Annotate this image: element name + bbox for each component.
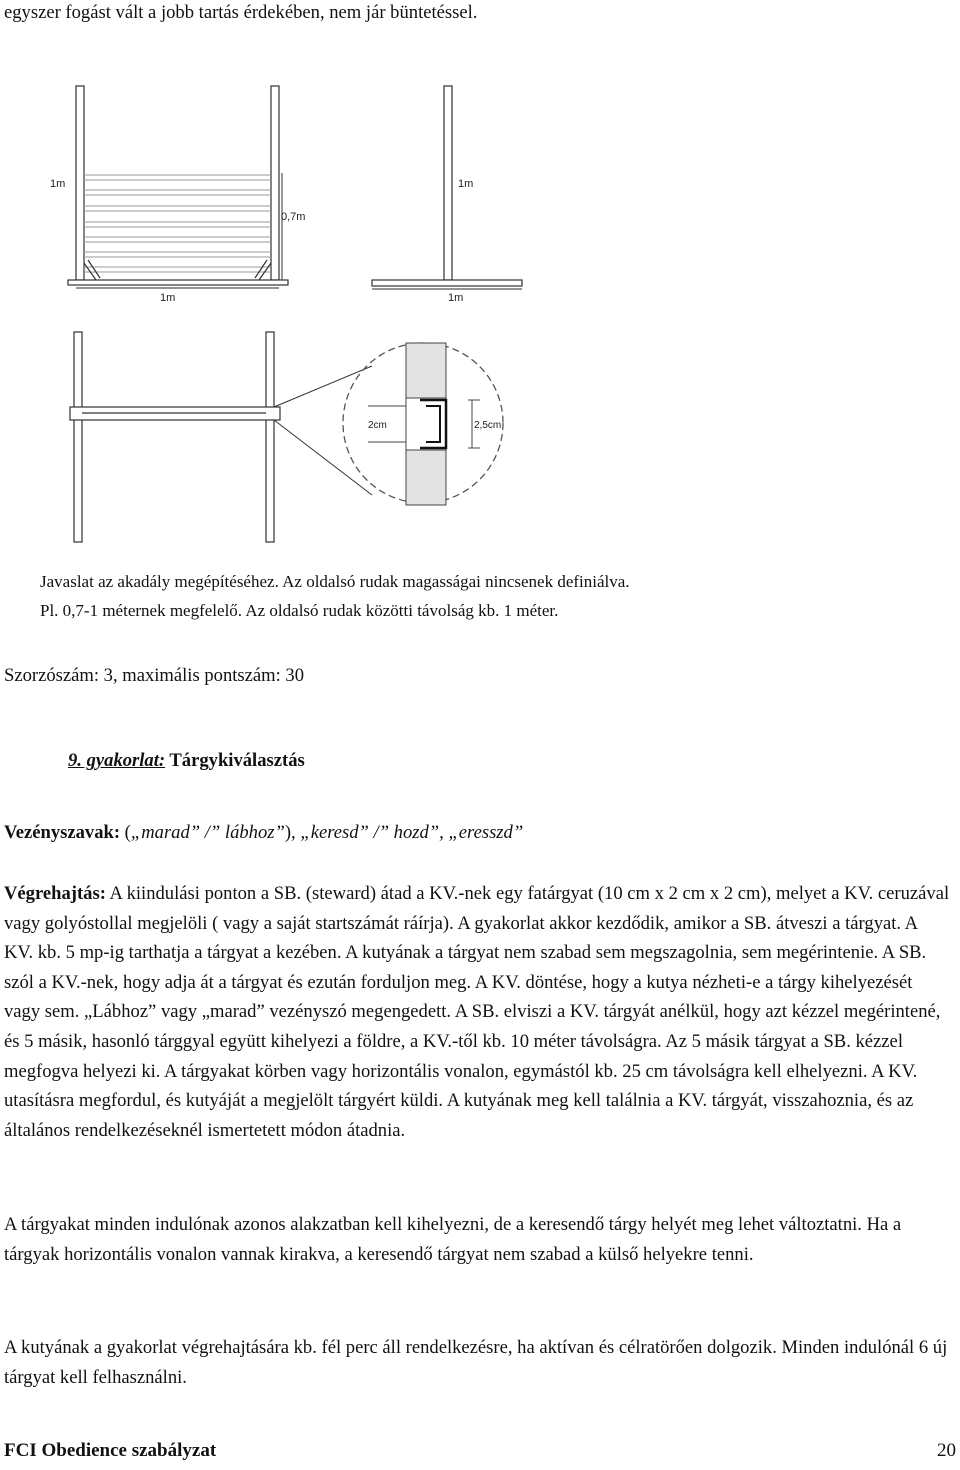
commands-open: ( [120,822,131,843]
page-number: 20 [937,1440,956,1461]
post-base-label: 1m [448,292,464,304]
frame-top-view [70,332,280,542]
commands-stay: „marad” /” lábhoz” [130,822,285,843]
commands-line [4,822,523,844]
execution-paragraph [4,879,950,1145]
exercise-heading [68,750,305,772]
commands-sep: ), [284,822,301,843]
left-side-label: 0,7m [281,211,306,223]
detail-slot-label: 2cm [368,420,387,431]
footer-title: FCI Obedience szabályzat [4,1440,217,1461]
multiplier-line: Szorzószám: 3, maximális pontszám: 30 [4,665,305,686]
post-side-view [372,86,522,289]
top-text-line: egyszer fogást vált a jobb tartás érdekében, nem jár büntetéssel. [4,2,478,23]
time-paragraph: A kutyának a gyakorlat végrehajtására kb. fél perc áll rendelkezésre, ha aktívan és célratörően dolgozik. Minden indulónál 6 új tárgyat kell felhasználni. [4,1337,948,1388]
obstacle-diagram [0,70,960,550]
left-height-label: 1m [50,178,66,190]
frame-front-view [68,86,288,288]
execution-label: Végrehajtás: [4,883,106,904]
zoom-lines [274,366,372,495]
figure-caption-line-1: Javaslat az akadály megépítéséhez. Az oldalsó rudak magasságai nincsenek definiálva. [40,572,630,591]
figure-caption-line-2: Pl. 0,7-1 méternek megfelelő. Az oldalsó rudak közötti távolság kb. 1 méter. [40,601,559,620]
placement-paragraph: A tárgyakat minden indulónak azonos alakzatban kell kihelyezni, de a keresendő tárgy helyét meg lehet változtatni. Ha a tárgyak horizontális vonalon vannak kirakva, a keresendő tárgyat nem szabad a külső helyekre tenni. [4,1214,902,1265]
exercise-title: Tárgykiválasztás [165,750,305,771]
detail-depth-label: 2,5cm [474,420,502,431]
execution-text: A kiindulási ponton a SB. (steward) átad a KV.-nek egy fatárgyat (10 cm x 2 cm x 2 cm), melyet a KV. ceruzával vagy golyóstollal megjelöli ( vagy a saját startszámát ráírja). A gyakorlat akkor kezdődik, amikor a SB. átveszi a tárgyat. A KV. kb. 5 mp-ig tarthatja a tárgyat a kezében. A kutyának a tárgyat nem szabad sem megszagolnia, sem megérintenie. A SB. szól a KV.-nek, hogy adja át a tárgyat és ezután forduljon meg. A KV. döntése, hogy a kutya nézheti-e a tárgy kihelyezését vagy sem. „Lábhoz” vagy „marad” vezényszó megengedett. A SB. elviszi a KV. tárgyát anélkül, hogy azt kézzel megérintené, és 5 másik, hasonló tárggyal együtt kihelyezi a földre, a KV.-től kb. 10 méter távolságra. Az 5 másik tárgyat a SB. kézzel megfogva helyezi ki. A tárgyakat körben vagy horizontális vonalon, egymástól kb. 25 cm távolságra kell elhelyezni. A KV. utasításra megfordul, és kutyáját a megjelölt tárgyért küldi. A kutyának meg kell találnia a KV. tárgyát, visszahoznia, és az általános rendelkezéseknél ismertetett módon átadnia. [4,883,950,1141]
exercise-number: 9. gyakorlat: [68,750,166,771]
commands-find: „keresd” /” hozd”, „eresszd” [300,822,524,843]
post-height-label: 1m [458,178,474,190]
left-width-label: 1m [160,292,176,304]
commands-label: Vezényszavak: [4,822,121,843]
